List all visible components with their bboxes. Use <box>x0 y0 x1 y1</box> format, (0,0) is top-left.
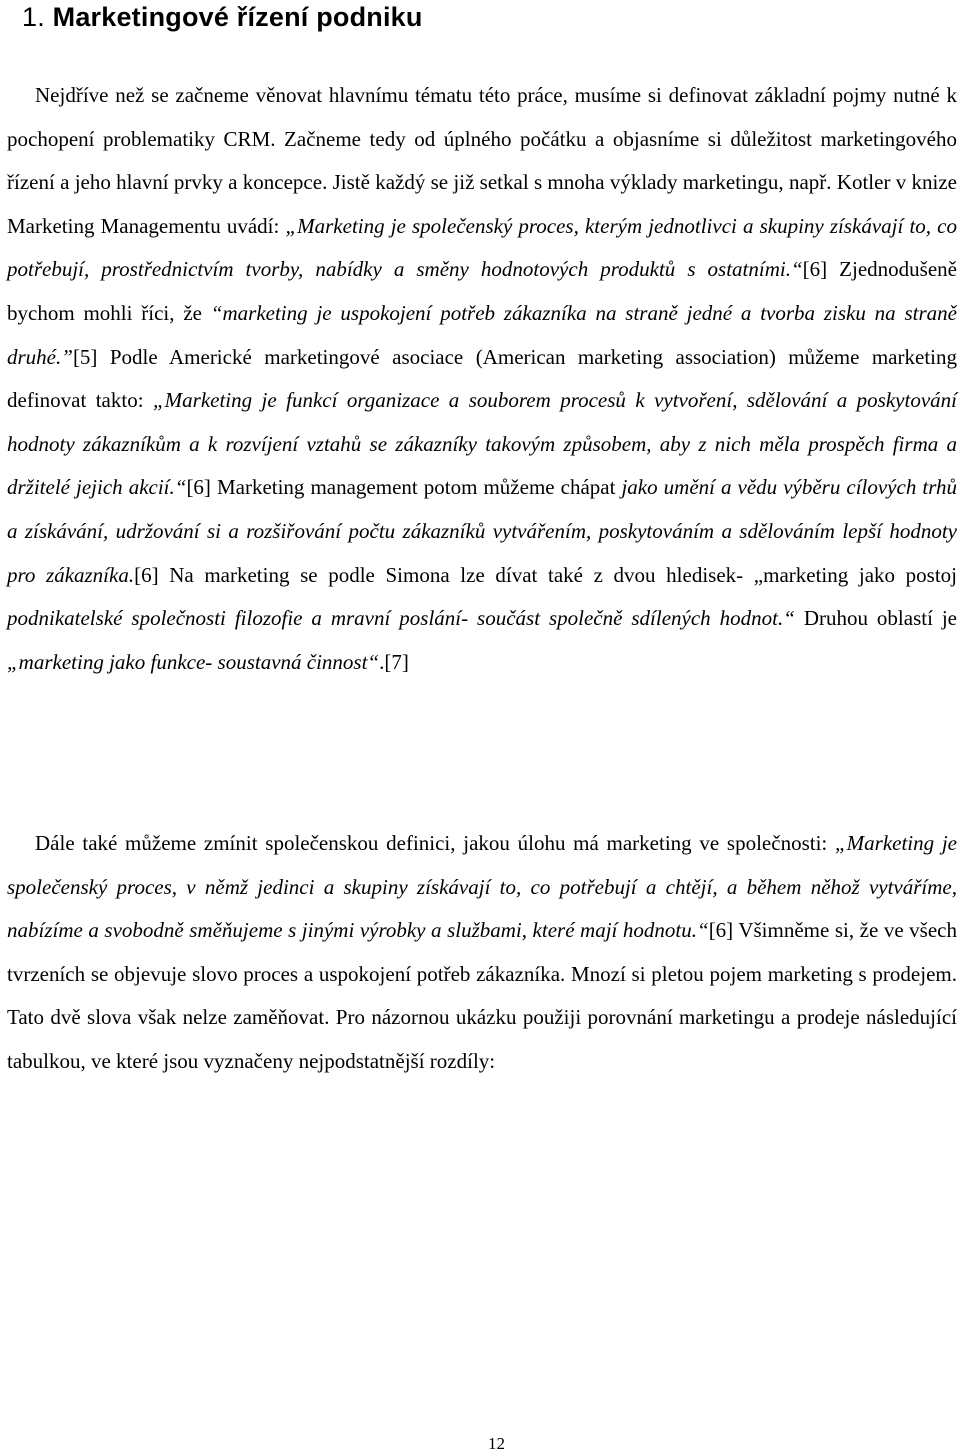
kotler-quote: „Marketing je společenský proces, kterým jednotlivci a skupiny získávají to, co potřebují, prostřednictvím tvorby, nabídky a směny hodnotových produktů s ostatními.“ <box>7 213 957 282</box>
chapter-number: 1. <box>22 2 45 32</box>
marketing-management-quote: jako umění a vědu výběru cílových trhů a získávání, udržování si a rozšiřování počtu zákazníků vytvářením, poskytováním a sdělováním lepší hodnoty pro zákazníka. <box>7 475 957 587</box>
paragraph-1-text-6: Druhou oblastí je <box>794 606 958 631</box>
chapter-title: Marketingové řízení podniku <box>52 2 423 32</box>
simon-first-view-quote: podnikatelské společnosti filozofie a mravní poslání- součást společně sdílených hodnot.“ <box>7 606 795 631</box>
chapter-heading <box>22 2 423 33</box>
paragraph-1-text-2: [6] Zjednodušeně bychom mohli říci, že <box>7 257 957 325</box>
paragraph-1-text-3: [5] Podle Americké marketingové asociace (American marketing association) můžeme marketing definovat takto: <box>7 344 957 413</box>
simplified-definition-quote: “marketing je uspokojení potřeb zákazníka na straně jedné a tvorba zisku na straně druhé.” <box>7 300 957 369</box>
paragraph-1-text-7: .[7] <box>379 649 409 674</box>
page-number: 12 <box>488 1434 505 1453</box>
paragraph-2-text-2: [6] Všimněme si, že ve všech tvrzeních se objevuje slovo proces a uspokojení potřeb zákazníka. Mnozí si pletou pojem marketing s prodejem. Tato dvě slova však nelze zaměňovat. Pro názornou ukázku použiji porovnání marketingu a prodeje následující tabulkou, ve které jsou vyznačeny nejpodstatnější rozdíly: <box>7 918 957 1073</box>
paragraph-1-text-1: Nejdříve než se začneme věnovat hlavnímu tématu této práce, musíme si definovat základní pojmy nutné k pochopení problematiky CRM. Začneme tedy od úplného počátku a objasníme si důležitost marketingového řízení a jeho hlavní prvky a koncepce. Jistě každý se již setkal s mnoha výklady marketingu, např. Kotler v knize Marketing Managementu uvádí: <box>7 83 957 238</box>
paragraph-2-text-1: Dále také můžeme zmínit společenskou definici, jakou úlohu má marketing ve společnosti: <box>35 831 835 855</box>
paragraph-2 <box>7 822 957 1084</box>
ama-definition-quote: „Marketing je funkcí organizace a souborem procesů k vytvoření, sdělování a poskytování hodnoty zákazníkům a k rozvíjení vztahů se zákazníky takovým způsobem, aby z nich měla prospěch firma a držitelé jejich akcií.“ <box>7 388 957 500</box>
paragraph-1-text-5: [6] Na marketing se podle Simona lze dívat také z dvou hledisek- „marketing jako postoj <box>134 562 957 587</box>
paragraph-1 <box>7 74 957 684</box>
social-definition-quote: „Marketing je společenský proces, v němž jedinci a skupiny získávají to, co potřebují a chtějí, a během něhož vytváříme, nabízíme a svobodně směňujeme s jinými výrobky a službami, které mají hodnotu.“ <box>7 831 957 943</box>
paragraph-1-text-4: [6] Marketing management potom můžeme chápat <box>186 475 622 500</box>
simon-second-view-quote: „marketing jako funkce- soustavná činnost“ <box>7 649 380 674</box>
